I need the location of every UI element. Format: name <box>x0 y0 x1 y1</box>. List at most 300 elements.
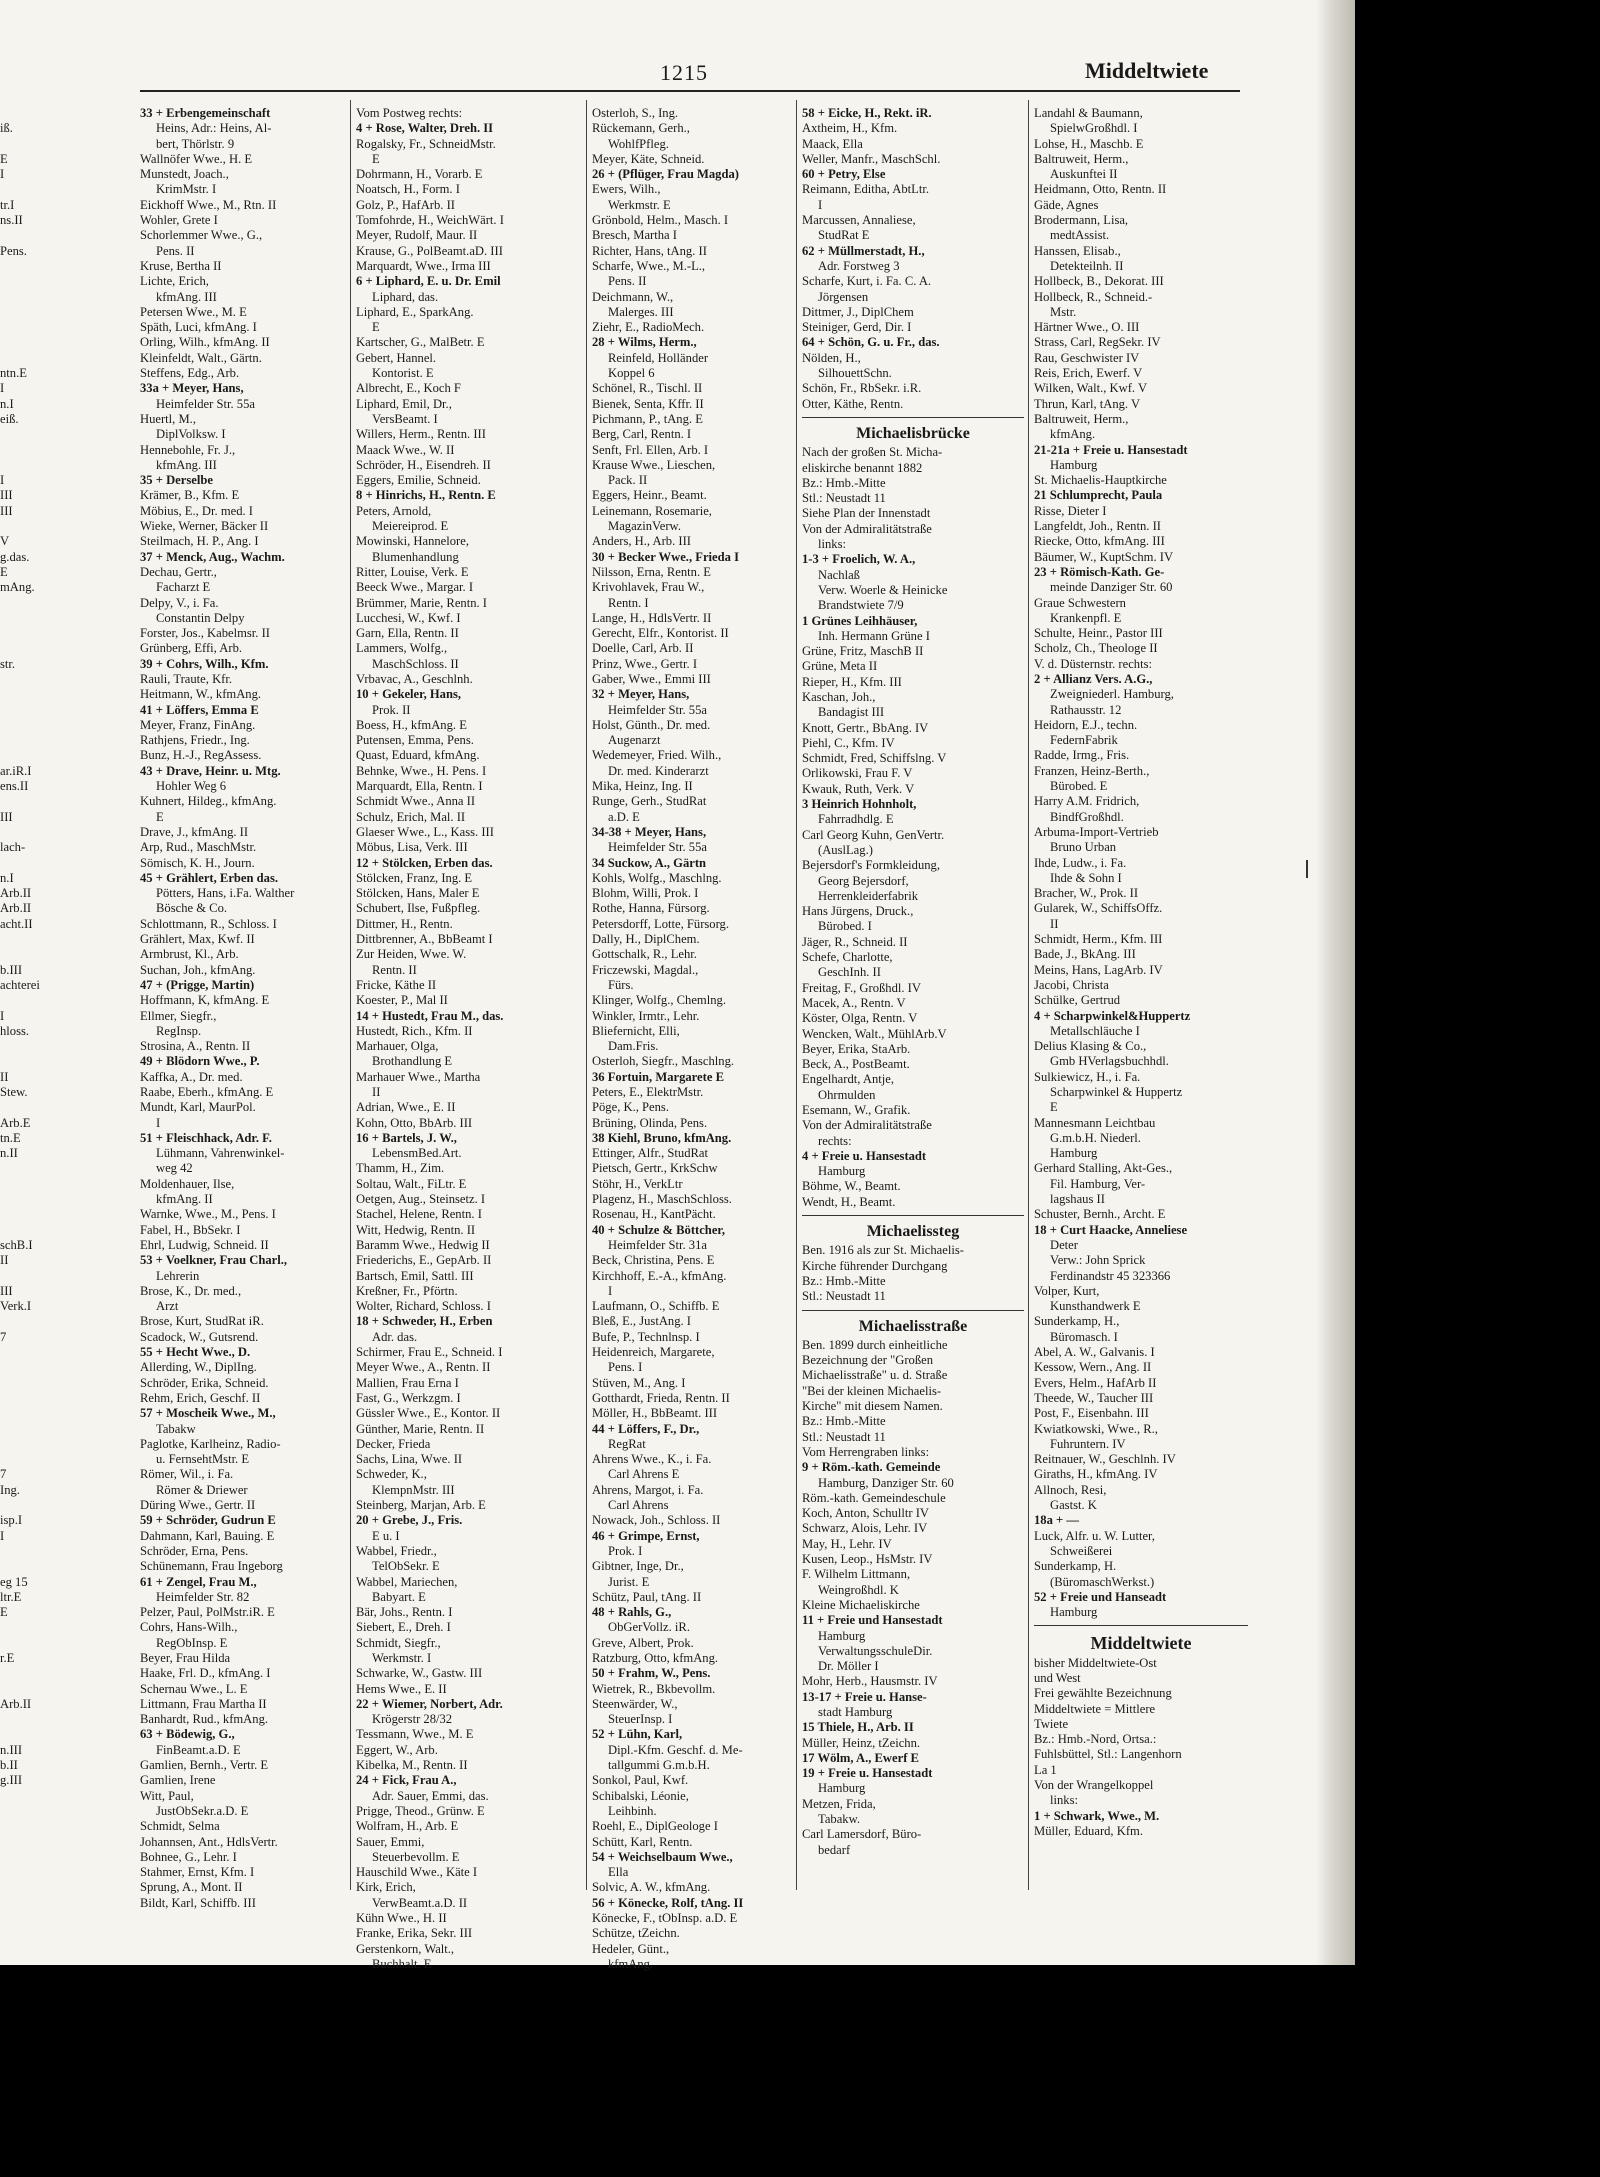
margin-fragment <box>0 1314 30 1329</box>
margin-fragment <box>0 519 30 534</box>
directory-entry: Soltau, Walt., FiLtr. E <box>356 1176 467 1191</box>
margin-fragment: schB.I <box>0 1237 33 1252</box>
directory-entry: Rauli, Traute, Kfr. <box>140 671 233 686</box>
directory-entry: 1-3 + Froelich, W. A., <box>802 552 916 567</box>
directory-entry: Heidenreich, Margarete, <box>592 1345 715 1360</box>
margin-fragment <box>0 1207 30 1222</box>
section-rule <box>802 1310 1024 1311</box>
directory-entry: Sonkol, Paul, Kwf. <box>592 1773 689 1788</box>
directory-entry: Kibelka, M., Rentn. II <box>356 1758 468 1773</box>
column-4 <box>802 106 1024 1858</box>
directory-entry: Böhme, W., Beamt. <box>802 1179 901 1194</box>
directory-entry: Schorlemmer Wwe., G., <box>140 228 263 243</box>
directory-entry: Doelle, Carl, Arb. II <box>592 641 694 656</box>
directory-entry: Verw. Woerle & Heinicke <box>818 582 948 597</box>
margin-fragment: III <box>0 503 13 518</box>
directory-entry: Tomfohrde, H., WeichWärt. I <box>356 213 504 228</box>
margin-fragment: hloss. <box>0 1023 30 1038</box>
directory-entry: 57 + Moscheik Wwe., M., <box>140 1406 276 1421</box>
directory-entry: 33 + Erbengemeinschaft <box>140 106 271 120</box>
directory-entry: Plagenz, H., MaschSchloss. <box>592 1192 732 1207</box>
margin-fragment <box>0 993 30 1008</box>
directory-entry: Fürs. <box>608 977 634 992</box>
directory-entry: Grönbold, Helm., Masch. I <box>592 213 729 228</box>
directory-entry: Littmann, Frau Martha II <box>140 1696 267 1711</box>
directory-entry: Osterloh, Siegfr., Maschlng. <box>592 1054 735 1069</box>
directory-entry: Schefe, Charlotte, <box>802 950 893 965</box>
column-divider <box>1028 100 1029 1890</box>
directory-entry: Bz.: Hmb.-Mitte <box>802 475 886 490</box>
directory-entry: Kwauk, Ruth, Verk. V <box>802 781 915 796</box>
directory-entry: Roehl, E., DiplGeologe I <box>592 1819 718 1834</box>
directory-entry: Quast, Eduard, kfmAng. <box>356 748 480 763</box>
directory-entry: Schulte, Heinr., Pastor III <box>1034 626 1163 641</box>
directory-entry: links: <box>1050 1793 1078 1808</box>
column-divider <box>586 100 587 1890</box>
directory-entry: Kaffka, A., Dr. med. <box>140 1069 243 1084</box>
margin-fragment <box>0 1712 30 1727</box>
directory-entry: Auskunftei II <box>1050 167 1118 182</box>
directory-entry: Middeltwiete = Mittlere <box>1034 1701 1156 1716</box>
directory-entry: 60 + Petry, Else <box>802 167 886 182</box>
directory-entry: Augenarzt <box>608 733 661 748</box>
margin-fragment <box>0 1422 30 1437</box>
directory-entry: Evers, Helm., HafArb II <box>1034 1375 1157 1390</box>
directory-entry: Brodermann, Lisa, <box>1034 213 1129 228</box>
margin-fragment <box>0 1360 30 1375</box>
directory-entry: Suchan, Joh., kfmAng. <box>140 962 256 977</box>
directory-entry: Scharfe, Kurt, i. Fa. C. A. <box>802 274 932 289</box>
directory-entry: lagshaus II <box>1050 1192 1105 1207</box>
directory-entry: Inh. Hermann Grüne I <box>818 628 930 643</box>
directory-entry: Raabe, Eberh., kfmAng. E <box>140 1085 274 1099</box>
directory-entry: 50 + Frahm, W., Pens. <box>592 1666 711 1681</box>
directory-entry: Marquardt, Ella, Rentn. I <box>356 779 483 794</box>
directory-entry: Rentn. II <box>372 962 417 977</box>
directory-entry: Hedeler, Günt., <box>592 1941 670 1956</box>
margin-fragment <box>0 274 30 289</box>
margin-fragment: g.III <box>0 1773 23 1788</box>
directory-entry: 1 + Schwark, Wwe., M. <box>1034 1808 1160 1823</box>
margin-fragment <box>0 259 30 274</box>
directory-entry: Hollbeck, B., Dekorat. III <box>1034 274 1164 289</box>
directory-entry: KrimMstr. I <box>156 182 217 197</box>
margin-fragment: I <box>0 1528 5 1543</box>
directory-entry: Liphard, das. <box>372 289 439 304</box>
directory-entry: Arp, Rud., MaschMstr. <box>140 840 257 855</box>
directory-entry: Wieke, Werner, Bäcker II <box>140 519 269 534</box>
directory-entry: Vrbavac, A., Geschlnh. <box>356 671 473 686</box>
directory-entry: Bejersdorf's Formkleidung, <box>802 858 940 873</box>
directory-entry: Kühn Wwe., H. II <box>356 1911 447 1926</box>
directory-entry: kfmAng. III <box>156 289 217 304</box>
directory-entry: Radde, Irmg., Fris. <box>1034 748 1130 763</box>
directory-entry: Schönel, R., Tischl. II <box>592 381 703 396</box>
directory-entry: Moldenhauer, Ilse, <box>140 1176 235 1191</box>
directory-entry: Ferdinandstr 45 323366 <box>1050 1268 1171 1283</box>
directory-entry: Kunsthandwerk E <box>1050 1299 1141 1314</box>
directory-entry: VerwaltungsschuleDir. <box>818 1643 933 1658</box>
directory-entry: Schülke, Gertrud <box>1034 993 1121 1008</box>
margin-fragment: ar.iR.I <box>0 763 32 778</box>
directory-entry: Maack, Ella <box>802 136 863 151</box>
directory-entry: Eggers, Heinr., Beamt. <box>592 488 707 503</box>
directory-entry: Baltruweit, Herm., <box>1034 151 1129 166</box>
directory-entry: Theede, W., Taucher III <box>1034 1390 1154 1405</box>
directory-entry: Adr. das. <box>372 1329 418 1344</box>
directory-entry: Ben. 1899 durch einheitliche <box>802 1337 948 1352</box>
directory-entry: Dipl.-Kfm. Geschf. d. Me- <box>608 1742 743 1757</box>
directory-entry: Glaeser Wwe., L., Kass. III <box>356 824 494 839</box>
directory-entry: Wabbel, Friedr., <box>356 1543 437 1558</box>
margin-fragment <box>0 1223 30 1238</box>
margin-fragment: eiß. <box>0 411 19 426</box>
directory-entry: Prok. I <box>608 1543 643 1558</box>
directory-entry: Dr. med. Kinderarzt <box>608 763 709 778</box>
margin-fragment <box>0 182 30 197</box>
directory-entry: Schön, Fr., RbSekr. i.R. <box>802 381 922 396</box>
directory-entry: Senft, Frl. Ellen, Arb. I <box>592 442 709 457</box>
directory-entry: Stöhr, H., VerkLtr <box>592 1176 683 1191</box>
directory-entry: BindfGroßhdl. <box>1050 809 1124 824</box>
directory-entry: 4 + Freie u. Hansestadt <box>802 1148 927 1163</box>
directory-entry: Dechau, Gertr., <box>140 564 217 579</box>
margin-fragment <box>0 1620 30 1635</box>
directory-entry: Reitnauer, W., Geschlnh. IV <box>1034 1452 1176 1467</box>
directory-entry: Brothandlung E <box>372 1054 453 1069</box>
directory-entry: Kirche führender Durchgang <box>802 1258 948 1273</box>
directory-entry: Schmidt, Siegfr., <box>356 1635 441 1650</box>
directory-entry: kfmAng. <box>608 1956 654 1971</box>
directory-entry: Schröder, Erna, Pens. <box>140 1543 249 1558</box>
directory-entry: Schibalski, Léonie, <box>592 1788 689 1803</box>
directory-entry: Ahrens, Margot, i. Fa. <box>592 1482 704 1497</box>
directory-entry: Schütt, Karl, Rentn. <box>592 1834 693 1849</box>
directory-entry: Müller, Heinz, tZeichn. <box>802 1735 921 1750</box>
directory-entry: 3 Heinrich Hohnholt, <box>802 797 917 812</box>
directory-entry: Luck, Alfr. u. W. Lutter, <box>1034 1528 1155 1543</box>
directory-entry: Rieper, H., Kfm. III <box>802 674 902 689</box>
directory-entry: 18a + — <box>1034 1513 1079 1528</box>
directory-entry: Sunderkamp, H. <box>1034 1559 1117 1574</box>
margin-fragment <box>0 1054 30 1069</box>
directory-entry: Tabakw <box>156 1421 196 1436</box>
margin-fragment <box>0 748 30 763</box>
directory-entry: Gamlien, Bernh., Vertr. E <box>140 1758 269 1773</box>
column-divider <box>796 100 797 1890</box>
margin-fragment <box>0 1376 30 1391</box>
directory-entry: links: <box>818 537 846 552</box>
directory-entry: Solvic, A. W., kfmAng. <box>592 1880 711 1895</box>
directory-entry: Kirchhoff, E.-A., kfmAng. <box>592 1268 727 1283</box>
directory-entry: Gaber, Wwe., Emmi III <box>592 671 711 686</box>
directory-entry: 23 + Römisch-Kath. Ge- <box>1034 564 1165 579</box>
directory-entry: Orlikowski, Frau F. V <box>802 766 913 781</box>
directory-entry: Hohler Weg 6 <box>156 779 227 794</box>
directory-entry: Wedemeyer, Fried. Wilh., <box>592 748 722 763</box>
directory-entry: Heitmann, W., kfmAng. <box>140 687 262 702</box>
directory-entry: Johannsen, Ant., HdlsVertr. <box>140 1834 278 1849</box>
margin-fragment: b.II <box>0 1758 18 1773</box>
directory-entry: Willers, Herm., Rentn. III <box>356 427 486 442</box>
directory-entry: 26 + (Pflüger, Frau Magda) <box>592 167 739 182</box>
directory-entry: Hems Wwe., E. II <box>356 1681 447 1696</box>
directory-entry: Wietrek, R., Bkbevollm. <box>592 1681 716 1696</box>
directory-entry: Kruse, Bertha II <box>140 258 222 273</box>
directory-entry: Piehl, C., Kfm. IV <box>802 735 895 750</box>
directory-entry: Sömisch, K. H., Journ. <box>140 855 255 870</box>
directory-entry: Metallschläuche I <box>1050 1023 1140 1038</box>
directory-entry: Liphard, E., SparkAng. <box>356 304 474 319</box>
directory-entry: Laufmann, O., Schiffb. E <box>592 1299 720 1314</box>
directory-entry: MaschSchloss. II <box>372 656 459 671</box>
directory-entry: Fil. Hamburg, Ver- <box>1050 1176 1146 1191</box>
directory-entry: Ettinger, Alfr., StudRat <box>592 1146 708 1161</box>
directory-entry: 32 + Meyer, Hans, <box>592 687 690 702</box>
directory-entry: Bartsch, Emil, Sattl. III <box>356 1268 474 1283</box>
page-number: 1215 <box>660 60 708 85</box>
directory-entry: Bäumer, W., KuptSchm. IV <box>1034 549 1174 564</box>
directory-entry: Ben. 1916 als zur St. Michaelis- <box>802 1243 964 1258</box>
directory-entry: Scharfe, Wwe., M.-L., <box>592 258 706 273</box>
directory-entry: Sachs, Lina, Wwe. II <box>356 1452 463 1467</box>
directory-entry: Heimfelder Str. 31a <box>608 1237 707 1252</box>
directory-entry: Ziehr, E., RadioMech. <box>592 320 705 335</box>
margin-fragment <box>0 733 30 748</box>
margin-fragment <box>0 228 30 243</box>
directory-entry: bedarf <box>818 1842 851 1857</box>
street-heading: Michaelissteg <box>866 1223 960 1241</box>
directory-entry: Werkmstr. E <box>608 197 671 212</box>
directory-entry: Stölcken, Franz, Ing. E <box>356 870 473 885</box>
directory-entry: JustObSekr.a.D. E <box>156 1803 249 1818</box>
margin-fragment: III <box>0 1283 13 1298</box>
directory-entry: Nilsson, Erna, Rentn. E <box>592 564 711 579</box>
margin-fragment: Verk.I <box>0 1299 32 1314</box>
directory-entry: Constantin Delpy <box>156 610 245 625</box>
directory-entry: Hamburg <box>1050 457 1098 472</box>
directory-entry: Rosenau, H., KantPächt. <box>592 1207 716 1222</box>
directory-entry: Kartscher, G., MalBetr. E <box>356 335 485 350</box>
directory-entry: Herrenkleiderfabrik <box>818 888 918 903</box>
directory-entry: Noatsch, H., Form. I <box>356 182 460 197</box>
directory-entry: Banhardt, Rud., kfmAng. <box>140 1712 269 1727</box>
directory-entry: 15 Thiele, H., Arb. II <box>802 1720 914 1735</box>
directory-entry: Schütz, Paul, tAng. II <box>592 1589 702 1604</box>
directory-entry: medtAssist. <box>1050 228 1110 243</box>
directory-entry: Mundt, Karl, MaurPol. <box>140 1100 256 1115</box>
directory-entry: 30 + Becker Wwe., Frieda I <box>592 549 739 564</box>
margin-fragment: Arb.II <box>0 886 32 901</box>
directory-entry: Oetgen, Aug., Steinsetz. I <box>356 1192 486 1207</box>
directory-entry: Bracher, W., Prok. II <box>1034 886 1139 901</box>
directory-entry: Mowinski, Hannelore, <box>356 534 469 549</box>
directory-entry: Richter, Hans, tAng. II <box>592 243 707 258</box>
directory-entry: Möbius, E., Dr. med. I <box>140 503 253 518</box>
directory-entry: Köster, Olga, Rentn. V <box>802 1011 918 1026</box>
margin-fragment <box>0 641 30 656</box>
directory-entry: Buchhalt. E <box>372 1956 432 1971</box>
margin-fragment: V <box>0 534 10 549</box>
directory-entry: Rehm, Erich, Geschf. II <box>140 1390 261 1405</box>
directory-entry: Petersdorff, Lotte, Fürsorg. <box>592 916 729 931</box>
directory-entry: Vom Herrengraben links: <box>802 1444 930 1459</box>
directory-entry: 10 + Gekeler, Hans, <box>356 687 462 702</box>
directory-entry: a.D. E <box>608 809 640 824</box>
directory-entry: Pens. II <box>156 243 195 258</box>
directory-entry: Güssler Wwe., E., Kontor. II <box>356 1406 501 1421</box>
directory-entry: Mallien, Frau Erna I <box>356 1375 459 1390</box>
directory-entry: Meyer, Rudolf, Maur. II <box>356 228 478 243</box>
directory-entry: 45 + Grählert, Erben das. <box>140 870 279 885</box>
directory-entry: Greve, Albert, Prok. <box>592 1635 694 1650</box>
directory-entry: 63 + Bödewig, G., <box>140 1727 235 1742</box>
directory-entry: Gäde, Agnes <box>1034 197 1099 212</box>
directory-entry: Carl Ahrens <box>608 1498 669 1513</box>
margin-fragment <box>0 1727 30 1742</box>
directory-entry: Hamburg, Danziger Str. 60 <box>818 1475 954 1490</box>
directory-entry: 48 + Rahls, G., <box>592 1605 672 1620</box>
directory-entry: 33a + Meyer, Hans, <box>140 381 244 396</box>
directory-entry: Kwiatkowski, Wwe., R., <box>1034 1421 1158 1436</box>
directory-entry: Orling, Wilh., kfmAng. II <box>140 335 270 350</box>
section-rule <box>802 417 1024 418</box>
directory-entry: Petersen Wwe., M. E <box>140 304 247 319</box>
header-rule <box>140 90 1240 92</box>
directory-entry: Nach der großen St. Micha- <box>802 445 943 460</box>
directory-entry: Behnke, Wwe., H. Pens. I <box>356 763 487 778</box>
directory-entry: Peters, E., ElektrMstr. <box>592 1085 704 1099</box>
directory-entry: Koester, P., Mal II <box>356 993 448 1008</box>
directory-entry: 17 Wölm, A., Ewerf E <box>802 1750 919 1765</box>
directory-entry: Möller, H., BbBeamt. III <box>592 1406 718 1421</box>
directory-entry: May, H., Lehr. IV <box>802 1536 892 1551</box>
directory-entry: Späth, Luci, kfmAng. I <box>140 320 257 335</box>
directory-entry: 55 + Hecht Wwe., D. <box>140 1345 251 1360</box>
directory-entry: Möbus, Lisa, Verk. III <box>356 840 468 855</box>
directory-entry: Scharpwinkel & Huppertz <box>1050 1085 1183 1099</box>
directory-entry: 61 + Zengel, Frau M., <box>140 1574 257 1589</box>
directory-entry: Freitag, F., Großhdl. IV <box>802 980 921 995</box>
margin-fragment <box>0 1452 30 1467</box>
directory-entry: Holst, Günth., Dr. med. <box>592 717 711 732</box>
directory-entry: Stachel, Helene, Rentn. I <box>356 1207 482 1222</box>
directory-entry: Marquardt, Wwe., Irma III <box>356 258 491 273</box>
directory-entry: 11 + Freie und Hansestadt <box>802 1613 943 1628</box>
directory-entry: Pens. II <box>608 274 647 289</box>
directory-entry: Krögerstr 28/32 <box>372 1712 453 1727</box>
margin-fragment <box>0 1498 30 1513</box>
directory-entry: Sulkiewicz, H., i. Fa. <box>1034 1069 1141 1084</box>
margin-fragment <box>0 1666 30 1681</box>
directory-entry: Baramm Wwe., Hedwig II <box>356 1237 490 1252</box>
directory-entry: Wabbel, Mariechen, <box>356 1574 458 1589</box>
margin-fragment <box>0 794 30 809</box>
margin-fragment <box>0 1345 30 1360</box>
directory-entry: 35 + Derselbe <box>140 473 213 488</box>
margin-fragment <box>0 596 30 611</box>
directory-entry: Krivohlavek, Frau W., <box>592 580 705 595</box>
directory-entry: Beeck Wwe., Margar. I <box>356 580 474 595</box>
directory-entry: Dohrmann, H., Vorarb. E <box>356 167 483 182</box>
margin-fragment <box>0 1682 30 1697</box>
directory-entry: Krause, G., PolBeamt.aD. III <box>356 243 503 258</box>
section-rule <box>802 1215 1024 1216</box>
directory-entry: Wolter, Richard, Schloss. I <box>356 1299 491 1314</box>
margin-fragment: Arb.E <box>0 1115 31 1130</box>
margin-fragment <box>0 335 30 350</box>
directory-entry: Ihde, Ludw., i. Fa. <box>1034 855 1127 870</box>
directory-entry: Pens. I <box>608 1360 643 1375</box>
directory-entry: Bleß, E., JustAng. I <box>592 1314 691 1329</box>
directory-entry: Leinemann, Rosemarie, <box>592 503 712 518</box>
directory-entry: 4 + Rose, Walter, Dreh. II <box>356 121 494 136</box>
directory-entry: Dittmer, H., Rentn. <box>356 916 453 931</box>
directory-entry: bert, Thörlstr. 9 <box>156 136 235 151</box>
directory-entry: Pöge, K., Pens. <box>592 1100 669 1115</box>
margin-fragment: 7 <box>0 1467 7 1482</box>
directory-entry: Allerding, W., DiplIng. <box>140 1360 257 1375</box>
directory-entry: Golz, P., HafArb. II <box>356 197 455 212</box>
directory-entry: 22 + Wiemer, Norbert, Adr. <box>356 1696 503 1711</box>
directory-entry: E <box>372 320 380 335</box>
directory-entry: 59 + Schröder, Gudrun E <box>140 1513 276 1528</box>
directory-entry: Langfeldt, Joh., Rentn. II <box>1034 519 1161 534</box>
directory-entry: Rathausstr. 12 <box>1050 702 1122 717</box>
directory-entry: Bezeichnung der "Großen <box>802 1353 934 1368</box>
directory-entry: Brose, Kurt, StudRat iR. <box>140 1314 264 1329</box>
directory-entry: Mohr, Herb., Hausmstr. IV <box>802 1674 938 1689</box>
directory-entry: Liphard, Emil, Dr., <box>356 396 452 411</box>
directory-entry: Steenwärder, W., <box>592 1696 678 1711</box>
directory-entry: Lühmann, Vahrenwinkel- <box>156 1146 285 1161</box>
directory-entry: Zur Heiden, Wwe. W. <box>356 947 467 962</box>
directory-entry: Dr. Möller I <box>818 1659 879 1674</box>
directory-entry: Lehrerin <box>156 1268 200 1283</box>
margin-fragment: Stew. <box>0 1085 28 1099</box>
margin-fragment: achterei <box>0 977 40 992</box>
directory-entry: VersBeamt. I <box>372 411 438 426</box>
column-1 <box>140 106 345 1911</box>
margin-fragment: E <box>0 151 8 166</box>
directory-entry: Heidorn, E.J., techn. <box>1034 717 1138 732</box>
directory-entry: FinBeamt.a.D. E <box>156 1742 241 1757</box>
directory-entry: Fricke, Käthe II <box>356 977 437 992</box>
directory-entry: Gerecht, Elfr., Kontorist. II <box>592 626 729 641</box>
directory-entry: Blohm, Willi, Prok. I <box>592 886 699 901</box>
directory-entry: Steuerbevollm. E <box>372 1849 460 1864</box>
directory-entry: 54 + Weichselbaum Wwe., <box>592 1849 733 1864</box>
directory-entry: Hollbeck, R., Schneid.- <box>1034 289 1153 304</box>
directory-entry: Werkmstr. I <box>372 1650 432 1665</box>
directory-entry: Steinberg, Marjan, Arb. E <box>356 1498 486 1513</box>
directory-entry: Koppel 6 <box>608 366 655 381</box>
directory-entry: Siehe Plan der Innenstadt <box>802 506 931 521</box>
directory-entry: Rothe, Hanna, Fürsorg. <box>592 901 710 916</box>
directory-entry: Bösche & Co. <box>156 901 228 916</box>
directory-entry: Lange, H., HdlsVertr. II <box>592 610 712 625</box>
margin-fragment <box>0 1177 30 1192</box>
directory-entry: I <box>818 197 823 212</box>
directory-entry: Mika, Heinz, Ing. II <box>592 779 693 794</box>
directory-entry: Twiete <box>1034 1716 1069 1731</box>
directory-entry: Beck, Christina, Pens. E <box>592 1253 715 1268</box>
directory-entry: Nowack, Joh., Schloss. II <box>592 1513 721 1528</box>
directory-entry: 34-38 + Meyer, Hans, <box>592 824 707 839</box>
directory-entry: Boess, H., kfmAng. E <box>356 717 467 732</box>
directory-entry: Sunderkamp, H., <box>1034 1314 1120 1329</box>
directory-entry: 1 Grünes Leihhäuser, <box>802 613 918 628</box>
